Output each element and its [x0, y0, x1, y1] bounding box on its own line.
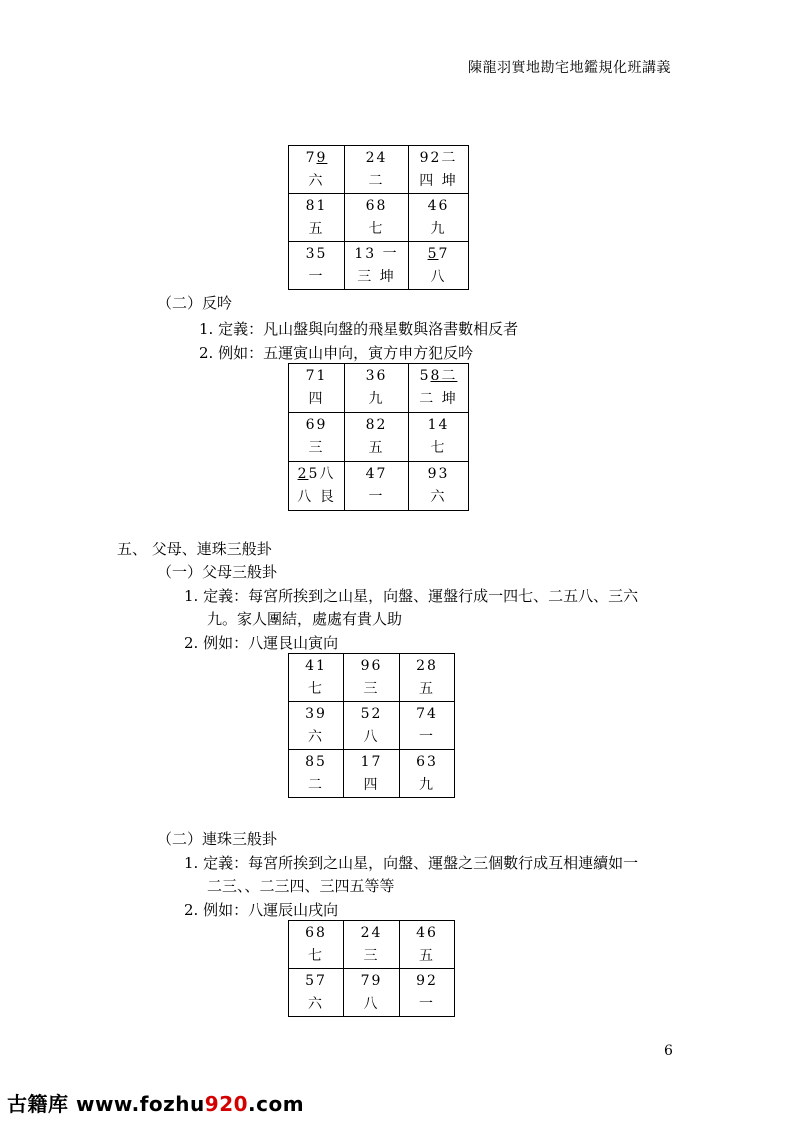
section-heading: （二）反吟: [157, 294, 233, 312]
chart-cell: 28 五: [400, 654, 455, 702]
chart-cell: 71 四: [289, 364, 345, 413]
definition-item: 1. 定義：凡山盤與向盤的飛星數與洛書數相反者: [199, 320, 519, 338]
chart-cell: 85 二: [289, 750, 344, 798]
site-watermark: [7, 1088, 304, 1117]
chart-cell: 57 六: [289, 969, 344, 1017]
chart-cell: 46 五: [400, 921, 455, 969]
chart-cell: 74 一: [400, 702, 455, 750]
chart-cell: 68 七: [345, 194, 409, 242]
chart-cell: 69 三: [289, 413, 345, 462]
chart-cell: 24 三: [344, 921, 400, 969]
chart-cell: 81 五: [289, 194, 345, 242]
chart-cell: 46 九: [409, 194, 469, 242]
chart-cell: 47 一: [345, 462, 409, 511]
chapter-heading: 五、 父母、連珠三般卦: [117, 540, 272, 558]
chart-cell: 13 一 三 坤: [345, 242, 409, 290]
definition-item-cont: 二三、、二三四、三四五等等: [207, 877, 395, 895]
definition-item: 1. 定義：每宮所挨到之山星，向盤、運盤之三個數行成互相連續如一: [184, 854, 639, 872]
chart-cell: 79 六: [289, 146, 345, 194]
chart-cell: 58二 二 坤: [409, 364, 469, 413]
example-item: 2. 例如：八運辰山戌向: [184, 901, 339, 919]
chart-cell: 36 九: [345, 364, 409, 413]
chart-cell: 79 八: [344, 969, 400, 1017]
chart-cell: 25八 八 艮: [289, 462, 345, 511]
document-header: 陳龍羽實地勘宅地鑑規化班講義: [468, 60, 671, 76]
chart-cell: 17 四: [344, 750, 400, 798]
section-heading: （二）連珠三般卦: [157, 830, 278, 848]
chart-cell: 92二 四 坤: [409, 146, 469, 194]
chart-cell: 39 六: [289, 702, 344, 750]
watermark-number: 920: [204, 1092, 249, 1116]
chart-cell: 93 六: [409, 462, 469, 511]
chart-cell: 24 二: [345, 146, 409, 194]
watermark-domain: .com: [248, 1092, 305, 1116]
flying-star-chart-1: [288, 145, 469, 290]
chart-cell: 96 三: [344, 654, 400, 702]
flying-star-chart-2: [288, 363, 469, 511]
definition-item-cont: 九。家人團結，處處有貴人助: [207, 610, 403, 628]
flying-star-chart-3: [288, 653, 455, 798]
chart-cell: 57 八: [409, 242, 469, 290]
chart-cell: 92 一: [400, 969, 455, 1017]
example-item: 2. 例如：八運艮山寅向: [184, 634, 339, 652]
chart-cell: 14 七: [409, 413, 469, 462]
flying-star-chart-4: [288, 920, 455, 1017]
definition-item: 1. 定義：每宮所挨到之山星，向盤、運盤行成一四七、二五八、三六: [184, 587, 639, 605]
chart-cell: 68 七: [289, 921, 344, 969]
chart-cell: 82 五: [345, 413, 409, 462]
section-heading: （一）父母三般卦: [157, 563, 278, 581]
watermark-text: 古籍库 www.fozhu: [7, 1092, 205, 1116]
page-number: 6: [664, 1043, 673, 1059]
chart-cell: 41 七: [289, 654, 344, 702]
example-item: 2. 例如：五運寅山申向，寅方申方犯反吟: [199, 344, 474, 362]
chart-cell: 35 一: [289, 242, 345, 290]
chart-cell: 63 九: [400, 750, 455, 798]
chart-cell: 52 八: [344, 702, 400, 750]
